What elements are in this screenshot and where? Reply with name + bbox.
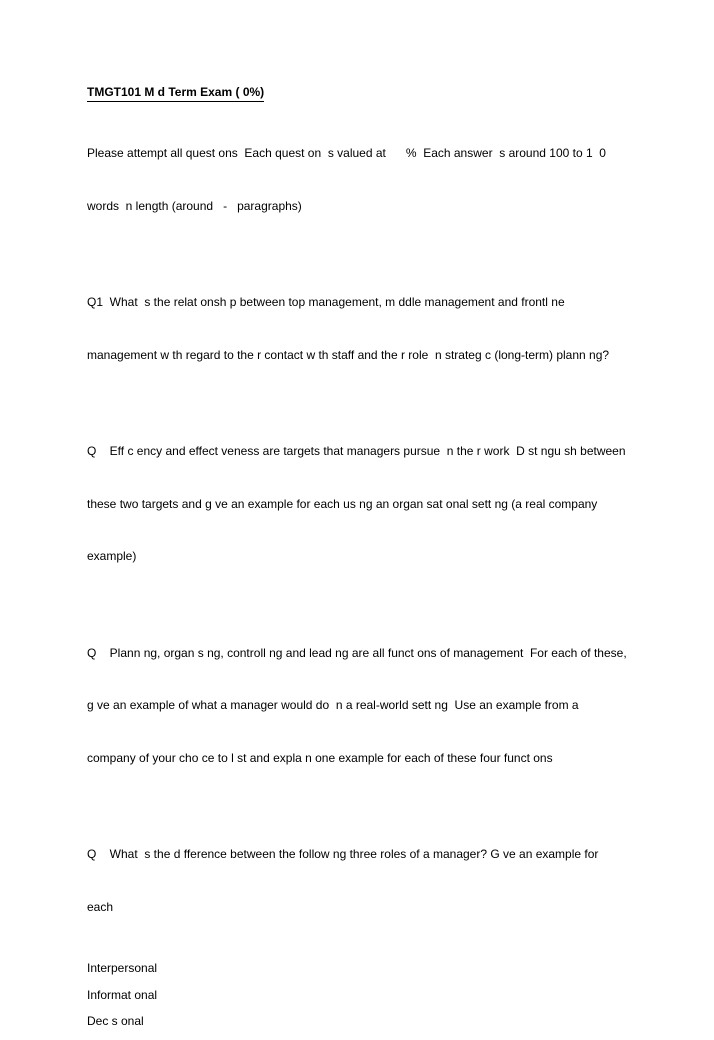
instructions-paragraph bbox=[87, 110, 632, 250]
question-line: Q Eff c ency and effect veness are targets that managers pursue n the r work D st ngu sh between bbox=[87, 444, 626, 458]
role-interpersonal: Interpersonal bbox=[87, 961, 158, 975]
question-line: Q What s the d fference between the follow ng three roles of a manager? G ve an example for bbox=[87, 847, 599, 861]
question-line: company of your cho ce to l st and expla n one example for each of these four funct ons bbox=[87, 750, 553, 765]
question-line: each bbox=[87, 899, 114, 914]
question-1 bbox=[87, 259, 632, 399]
question-4 bbox=[87, 811, 632, 951]
question-line: Q1 What s the relat onsh p between top management, m ddle management and frontl ne bbox=[87, 295, 565, 309]
document-body bbox=[87, 84, 632, 1040]
question-line: management w th regard to the r contact w th staff and the r role n strateg c (long-term) plann ng? bbox=[87, 347, 610, 362]
question-2 bbox=[87, 408, 632, 601]
question-line: Q Plann ng, organ s ng, controll ng and lead ng are all funct ons of management For each of these, bbox=[87, 645, 627, 660]
instructions-line: Please attempt all quest ons Each quest on s valued at % Each answer s around 100 to 1 0 bbox=[87, 146, 606, 160]
instructions-line: words n length (around - paragraphs) bbox=[87, 198, 302, 213]
question-3 bbox=[87, 610, 632, 803]
role-decisional: Dec s onal bbox=[87, 1014, 144, 1028]
question-line: g ve an example of what a manager would do n a real-world sett ng Use an example from a bbox=[87, 698, 579, 712]
exam-title: TMGT101 M d Term Exam ( 0%) bbox=[87, 84, 264, 102]
question-line: example) bbox=[87, 549, 137, 563]
question-line: these two targets and g ve an example for each us ng an organ sat onal sett ng (a real company bbox=[87, 496, 598, 511]
role-informational: Informat onal bbox=[87, 987, 158, 1002]
